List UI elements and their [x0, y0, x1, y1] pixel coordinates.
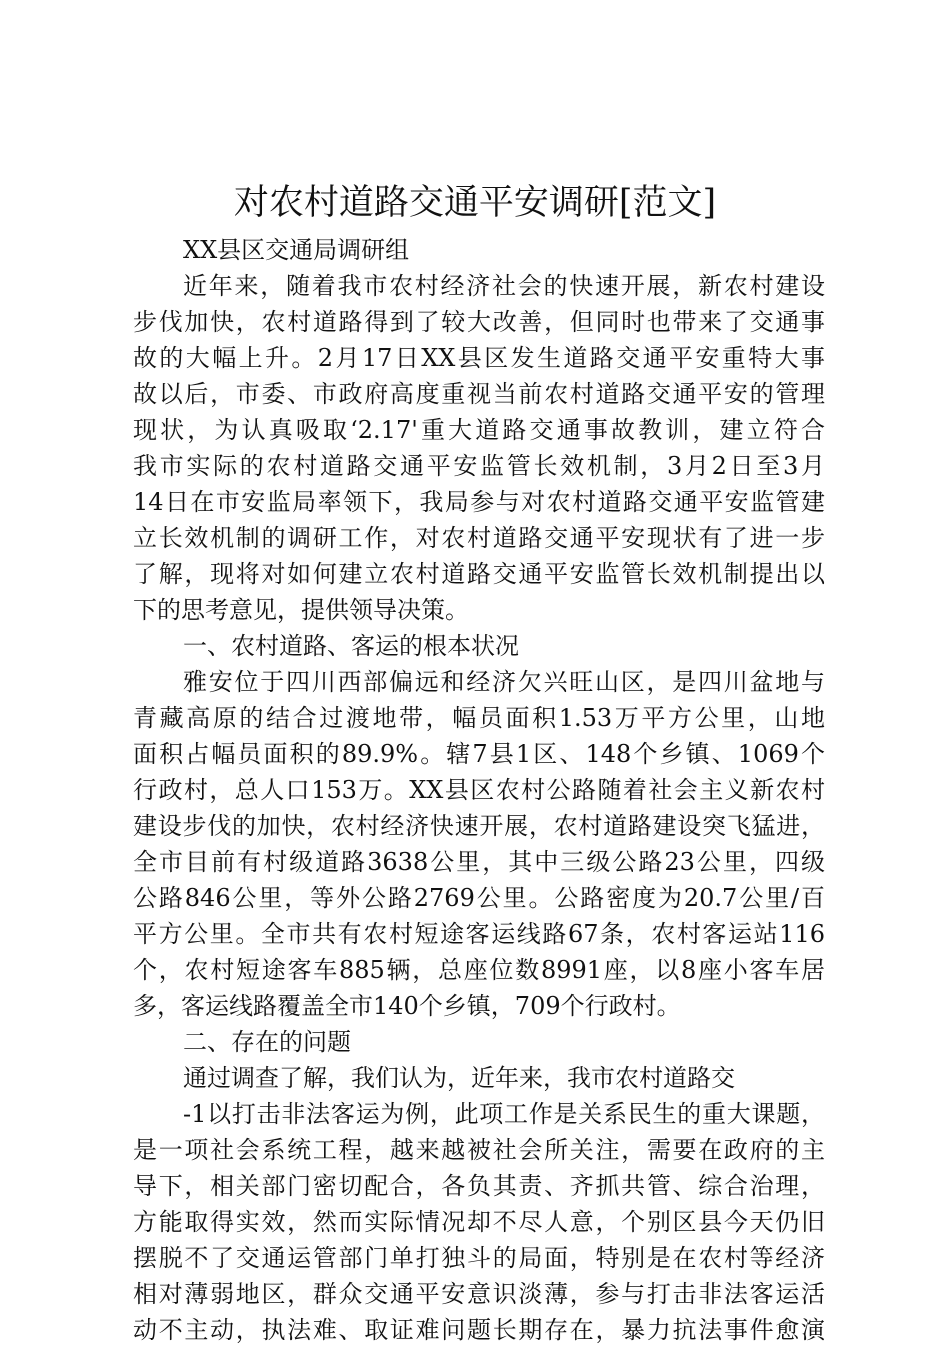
- document-title: 对农村道路交通平安调研[范文]: [233, 183, 717, 223]
- text-line: 公路846公里，等外公路2769公里。公路密度为20.7公里/百: [133, 884, 825, 912]
- text-line: 方能取得实效，然而实际情况却不尽人意，个别区县今天仍旧: [133, 1208, 825, 1236]
- text-line: 相对薄弱地区，群众交通平安意识淡薄，参与打击非法客运活: [133, 1280, 825, 1308]
- text-line: 通过调查了解，我们认为，近年来，我市农村道路交: [183, 1064, 735, 1092]
- text-line: 面积占幅员面积的89.9%。辖7县1区、148个乡镇、1069个: [133, 740, 825, 768]
- text-line: 现状，为认真吸取‘2.17'重大道路交通事故教训，建立符合: [133, 416, 825, 444]
- text-line: 近年来，随着我市农村经济社会的快速开展，新农村建设: [183, 272, 825, 300]
- text-line: -1以打击非法客运为例，此项工作是关系民生的重大课题，: [183, 1100, 825, 1128]
- text-line: 故的大幅上升。2月17日XX县区发生道路交通平安重特大事: [133, 344, 825, 372]
- text-line: 摆脱不了交通运管部门单打独斗的局面，特别是在农村等经济: [133, 1244, 825, 1272]
- text-line: 了解，现将对如何建立农村道路交通平安监管长效机制提出以: [133, 560, 825, 588]
- text-line: XX县区交通局调研组: [183, 236, 410, 264]
- text-line: 行政村，总人口153万。XX县区农村公路随着社会主义新农村: [133, 776, 825, 804]
- text-line: 个，农村短途客车885辆，总座位数8991座，以8座小客车居: [133, 956, 825, 984]
- text-line: 步伐加快，农村道路得到了较大改善，但同时也带来了交通事: [133, 308, 825, 336]
- text-line: 全市目前有村级道路3638公里，其中三级公路23公里，四级: [133, 848, 825, 876]
- text-line: 14日在市安监局率领下，我局参与对农村道路交通平安监管建: [133, 488, 825, 516]
- text-line: 是一项社会系统工程，越来越被社会所关注，需要在政府的主: [133, 1136, 825, 1164]
- text-line: 青藏高原的结合过渡地带，幅员面积1.53万平方公里，山地: [133, 704, 825, 732]
- text-line: 下的思考意见，提供领导决策。: [133, 596, 469, 624]
- text-line: 导下，相关部门密切配合，各负其责、齐抓共管、综合治理，: [133, 1172, 825, 1200]
- text-line: 多，客运线路覆盖全市140个乡镇，709个行政村。: [133, 992, 681, 1020]
- text-line: 一、农村道路、客运的根本状况: [183, 632, 519, 660]
- text-line: 建设步伐的加快，农村经济快速开展，农村道路建设突飞猛进，: [133, 812, 825, 840]
- text-line: 二、存在的问题: [183, 1028, 351, 1056]
- text-line: 我市实际的农村道路交通平安监管长效机制，3月2日至3月: [133, 452, 825, 480]
- document-body: [133, 232, 825, 1348]
- text-line: 雅安位于四川西部偏远和经济欠兴旺山区，是四川盆地与: [183, 668, 825, 696]
- text-line: 动不主动，执法难、取证难问题长期存在，暴力抗法事件愈演: [133, 1316, 825, 1344]
- text-line: 故以后，市委、市政府高度重视当前农村道路交通平安的管理: [133, 380, 825, 408]
- text-line: 平方公里。全市共有农村短途客运线路67条，农村客运站116: [133, 920, 825, 948]
- text-line: 立长效机制的调研工作，对农村道路交通平安现状有了进一步: [133, 524, 825, 552]
